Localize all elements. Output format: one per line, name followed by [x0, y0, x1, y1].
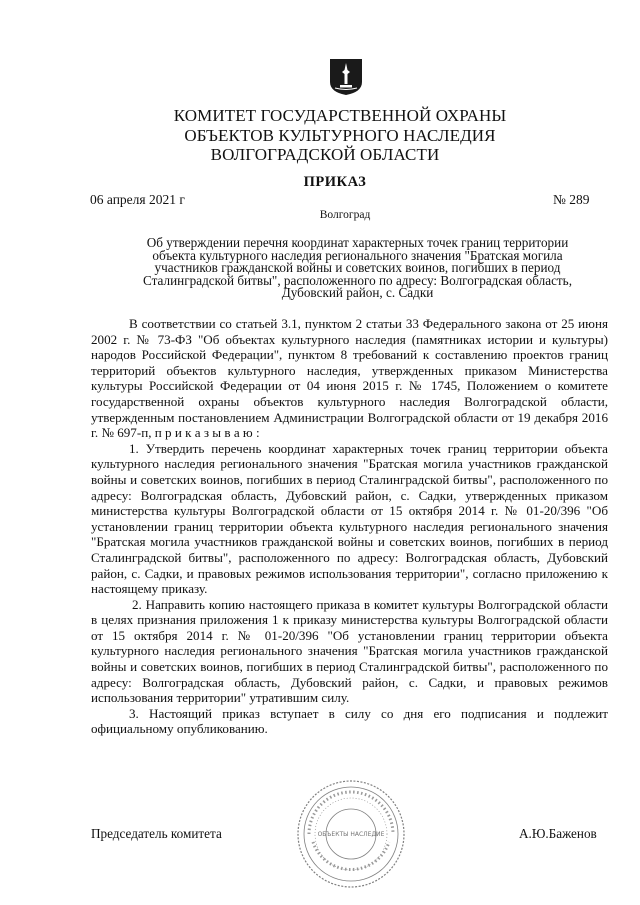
order-subject [85, 237, 630, 300]
signer-name: А.Ю.Баженов [519, 826, 597, 841]
preamble-paragraph: В соответствии со статьей 3.1, пунктом 2 статьи 33 Федерального закона от 25 июня 2002 г. № 73-ФЗ "Об объектах культурного наследия (памятниках истории и культуры) народов Российской Федерации", пунктом 8 требований к составлению проектов границ территорий объектов культурного наследия, утвержденных приказом Министерства культуры Российской Федерации от 04 июня 2015 г. № 1745, Положением о комитете государственной охраны объектов культурного наследия Волгоградской области, утвержденным постановлением Администрации Волгоградской области от 19 декабря 2016 г. № 697-п, п р и к а з ы в а ю : [91, 316, 608, 441]
order-item-2: 2. Направить копию настоящего приказа в комитет культуры Волгоградской области в целях признания приложения 1 к приказу министерства культуры Волгоградской области от 15 октября 2014 г. № 01-20/396 "Об установлении границ территории объекта культурного наследия регионального значения "Братская могила участников гражданской войны и советских воинов, погибших в период Сталинградской битвы", расположенного по адресу: Волгоградская область, Дубовский район, с. Садки, и правовых режимов использования территории" утратившим силу. [91, 596, 608, 706]
order-date: 06 апреля 2021 г [90, 192, 185, 207]
order-item-1: 1. Утвердить перечень координат характерных точек границ территории объекта культурного наследия регионального значения "Братская могила участников гражданской войны и советских воинов, погибших в период Сталинградской битвы", расположенного по адресу: Волгоградская область, Дубовский район, с. Садки, утвержденных приказом министерства культуры Волгоградской области от 15 октября 2014 г. № 01-20/396 "Об установлении границ территории объекта культурного наследия регионального значения "Братская могила участников гражданской войны и советских воинов, погибших в период Сталинградской битвы", расположенного по адресу: Волгоградская область, Дубовский район, с. Садки, и правовых режимов использования территории", согласно приложению к настоящему приказу. [91, 440, 608, 597]
organization-header [0, 106, 640, 165]
subject-line: Дубовский район, с. Садки [281, 285, 434, 300]
subject-line: объекта культурного наследия регионального значения "Братская могила [152, 247, 563, 263]
subject-line: Сталинградской битвы", расположенного по адресу: Волгоградская область, [143, 272, 572, 288]
order-city: Волгоград [319, 209, 371, 221]
order-item-3: 3. Настоящий приказ вступает в силу со дня его подписания и подлежит официальному опубликованию. [91, 705, 608, 737]
document-title: ПРИКАЗ [303, 174, 367, 190]
seal-center-text: ОБЪЕКТЫ НАСЛЕДИЕ [317, 831, 385, 838]
signer-title: Председатель комитета [91, 826, 222, 841]
org-line-2: ОБЪЕКТОВ КУЛЬТУРНОГО НАСЛЕДИЯ [184, 125, 496, 145]
subject-line: Об утверждении перечня координат характерных точек границ территории [146, 235, 569, 250]
official-seal [295, 778, 407, 890]
org-line-1: КОМИТЕТ ГОСУДАРСТВЕННОЙ ОХРАНЫ [173, 106, 507, 125]
order-number: № 289 [553, 192, 590, 207]
org-line-3: ВОЛГОГРАДСКОЙ ОБЛАСТИ [210, 145, 440, 164]
order-body [91, 316, 608, 737]
emblem-icon [329, 58, 363, 96]
subject-line: участников гражданской войны и советских воинов, погибших в период [154, 260, 561, 275]
